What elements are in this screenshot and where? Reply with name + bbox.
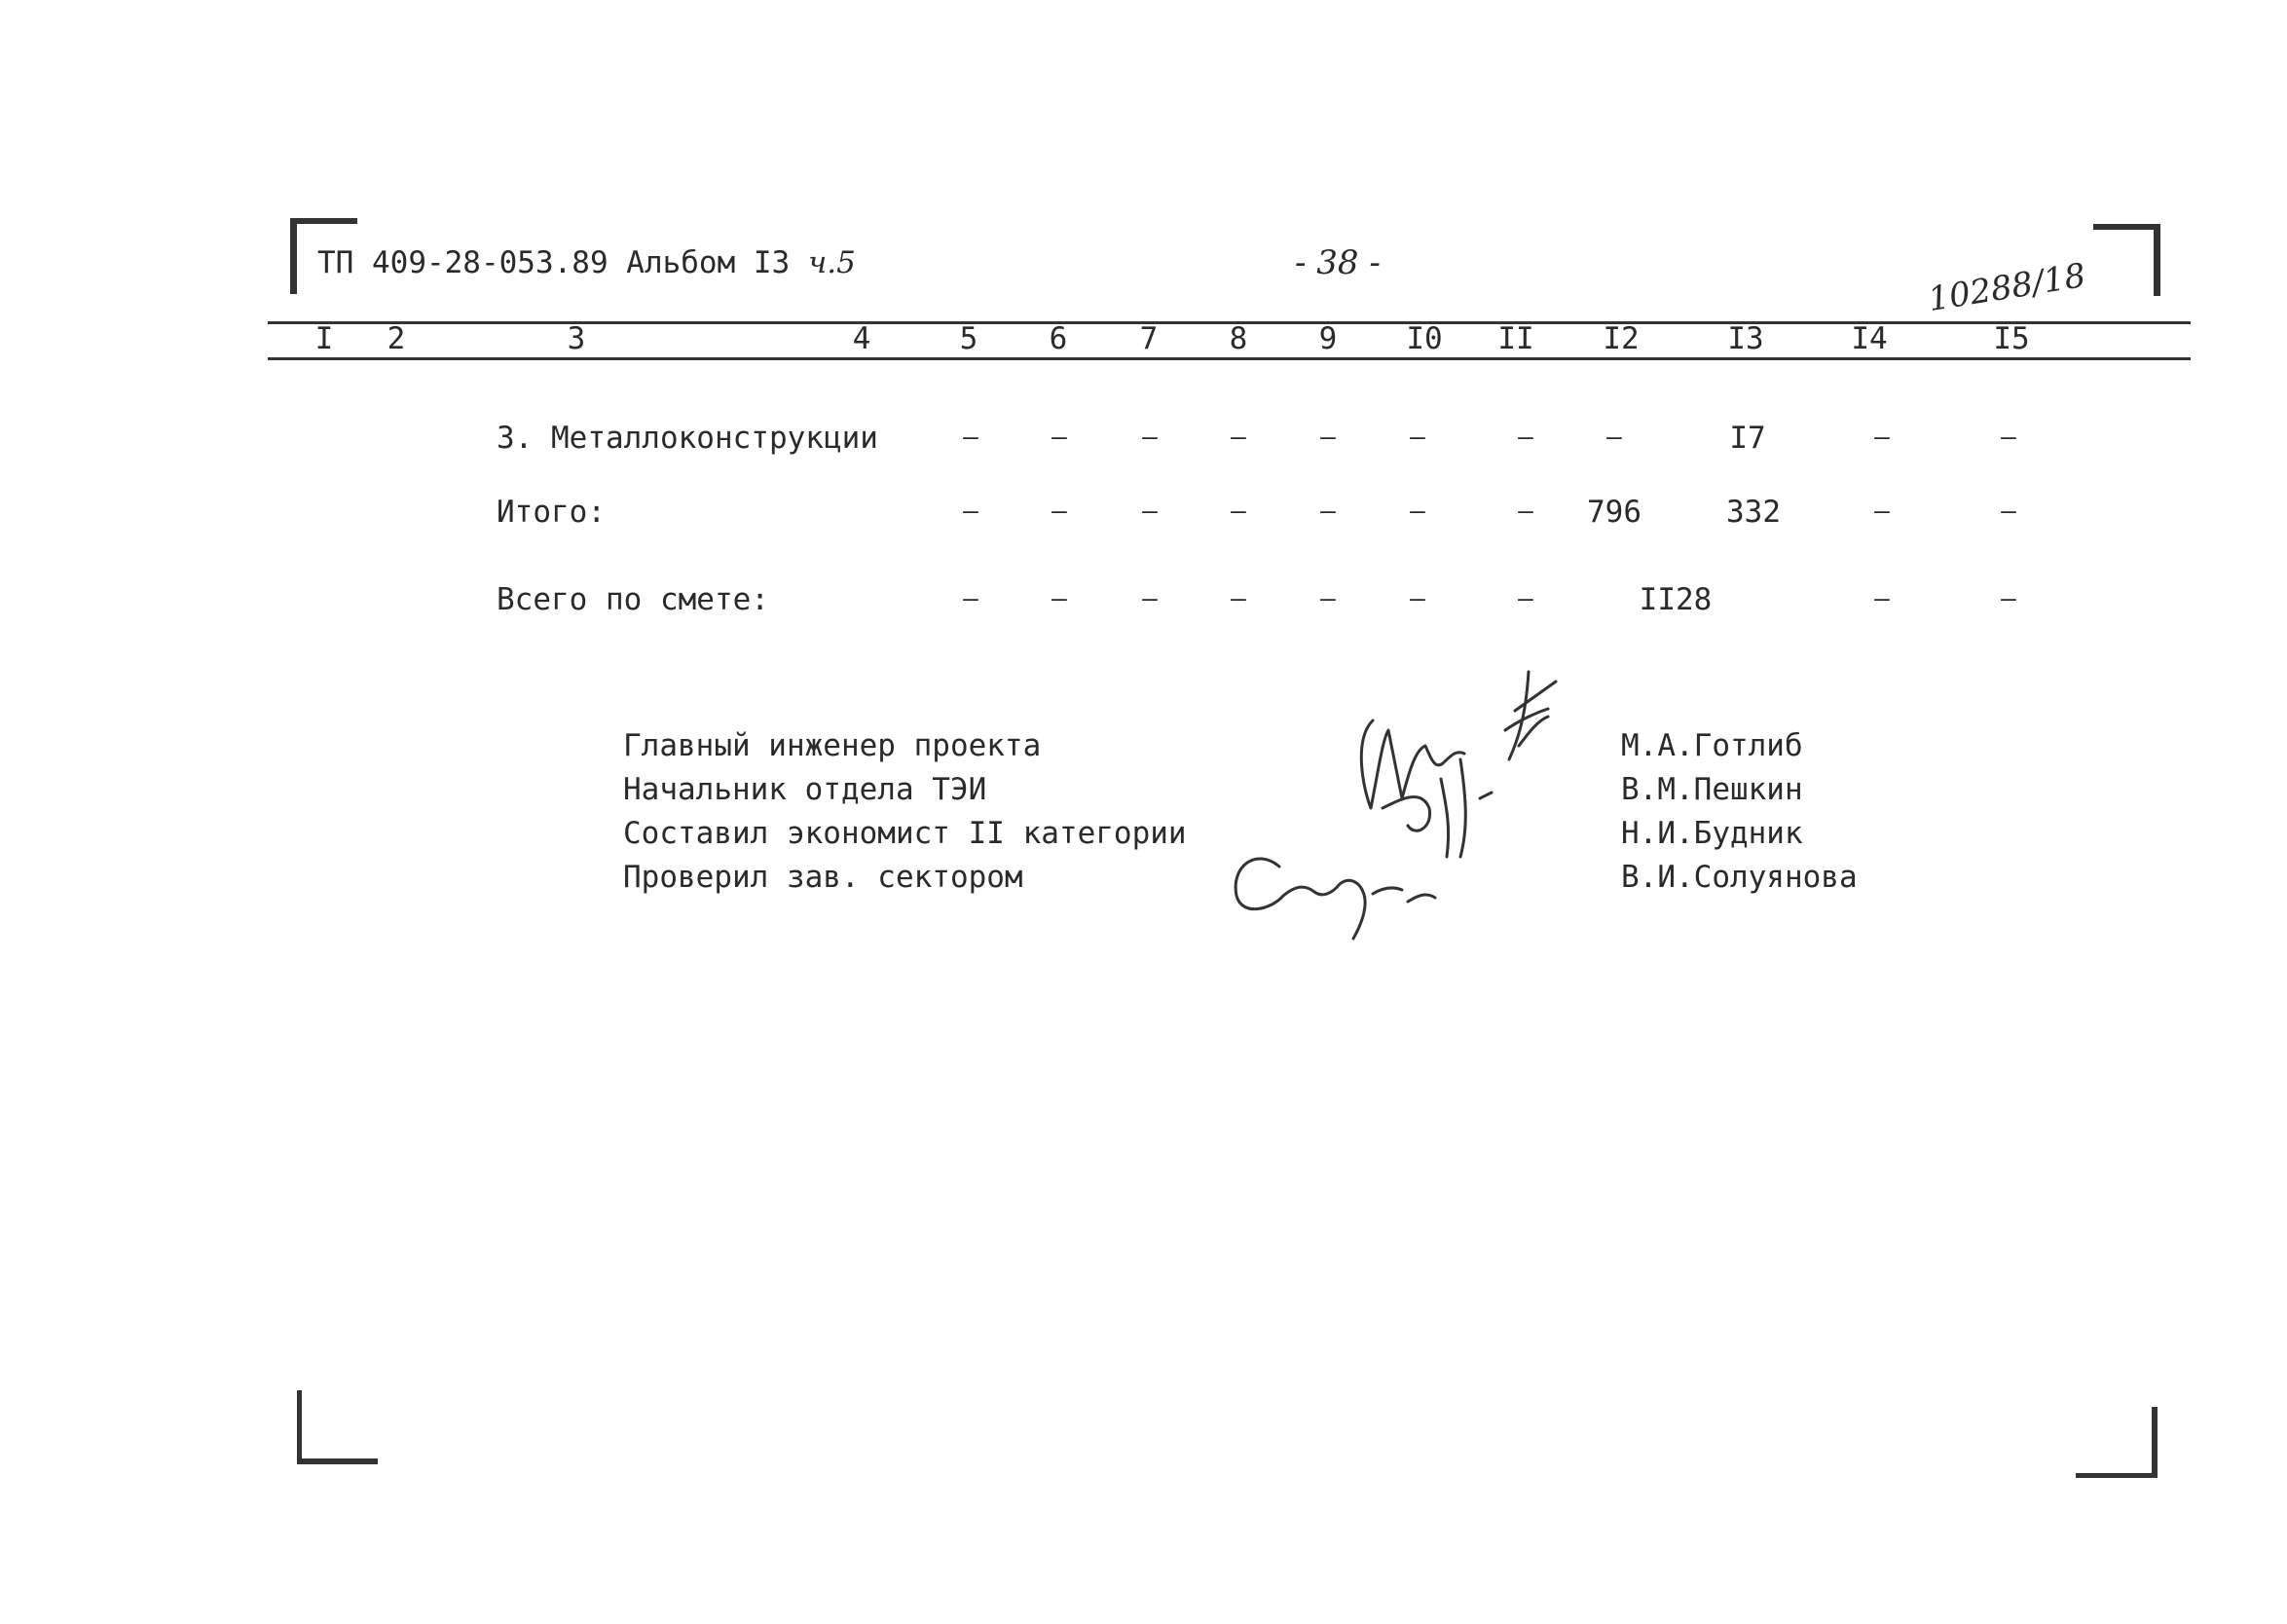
corner-mark-top-right bbox=[2093, 224, 2160, 296]
column-header: 6 bbox=[1049, 321, 1068, 356]
column-header: 7 bbox=[1139, 321, 1159, 356]
cell: – bbox=[1410, 497, 1425, 526]
cell: – bbox=[2001, 584, 2016, 613]
signatory-name: В.И.Солуянова bbox=[1621, 860, 1858, 895]
signatory-role: Составил экономист II категории bbox=[623, 816, 1187, 851]
cell: – bbox=[1231, 423, 1246, 452]
signatory-name: В.М.Пешкин bbox=[1621, 772, 1803, 807]
cell: – bbox=[1231, 584, 1246, 613]
cell: – bbox=[1320, 423, 1336, 452]
column-header: 3 bbox=[567, 321, 586, 356]
cell: – bbox=[1874, 497, 1890, 526]
corner-mark-bottom-left bbox=[297, 1390, 378, 1464]
signatory-name: М.А.Готлиб bbox=[1621, 728, 1803, 763]
cell: 332 bbox=[1726, 495, 1781, 530]
cell: – bbox=[1142, 584, 1158, 613]
cell: – bbox=[1410, 423, 1425, 452]
cell: – bbox=[1410, 584, 1425, 613]
cell: – bbox=[2001, 423, 2016, 452]
column-header: 8 bbox=[1229, 321, 1248, 356]
column-header: II bbox=[1497, 321, 1534, 356]
cell: – bbox=[1874, 584, 1890, 613]
column-header: 2 bbox=[387, 321, 406, 356]
column-header: I3 bbox=[1727, 321, 1764, 356]
cell: I7 bbox=[1729, 421, 1766, 456]
cell: – bbox=[1231, 497, 1246, 526]
cell: – bbox=[1518, 423, 1533, 452]
cell: – bbox=[1320, 584, 1336, 613]
column-header: I2 bbox=[1603, 321, 1640, 356]
signatory-role: Проверил зав. сектором bbox=[623, 860, 1023, 895]
column-header: I0 bbox=[1406, 321, 1443, 356]
corner-mark-bottom-right bbox=[2076, 1407, 2158, 1478]
header-rule-bottom bbox=[268, 357, 2191, 360]
page-number: - 38 - bbox=[1295, 243, 1381, 282]
cell: – bbox=[2001, 497, 2016, 526]
column-header: 4 bbox=[852, 321, 871, 356]
cell: – bbox=[963, 423, 978, 452]
handwritten-signatures bbox=[1217, 662, 1626, 954]
cell: II28 bbox=[1639, 582, 1713, 617]
column-header: 5 bbox=[959, 321, 978, 356]
cell: – bbox=[1142, 497, 1158, 526]
row-label: Всего по смете: bbox=[497, 582, 769, 617]
column-header: 9 bbox=[1318, 321, 1338, 356]
signatory-role: Главный инженер проекта bbox=[623, 728, 1042, 763]
signatory-name: Н.И.Будник bbox=[1621, 816, 1803, 851]
column-header: I4 bbox=[1851, 321, 1888, 356]
part-mark: ч.5 bbox=[807, 245, 856, 280]
cell: – bbox=[1051, 497, 1067, 526]
cell: – bbox=[1051, 423, 1067, 452]
cell: – bbox=[963, 584, 978, 613]
archive-number: 10288/18 bbox=[1925, 256, 2088, 319]
row-label: Итого: bbox=[497, 495, 606, 530]
document-code bbox=[317, 245, 856, 280]
cell: – bbox=[1142, 423, 1158, 452]
row-label: 3. Металлоконструкции bbox=[497, 421, 878, 456]
cell: – bbox=[1320, 497, 1336, 526]
column-header: I5 bbox=[1993, 321, 2030, 356]
cell: – bbox=[1874, 423, 1890, 452]
document-code-text: ТП 409-28-053.89 Альбом I3 bbox=[317, 245, 791, 280]
cell: – bbox=[1606, 423, 1622, 452]
cell: – bbox=[1051, 584, 1067, 613]
cell: – bbox=[1518, 584, 1533, 613]
signatory-role: Начальник отдела ТЭИ bbox=[623, 772, 987, 807]
cell: – bbox=[963, 497, 978, 526]
cell: – bbox=[1518, 497, 1533, 526]
cell: 796 bbox=[1587, 495, 1641, 530]
column-header: I bbox=[314, 321, 334, 356]
